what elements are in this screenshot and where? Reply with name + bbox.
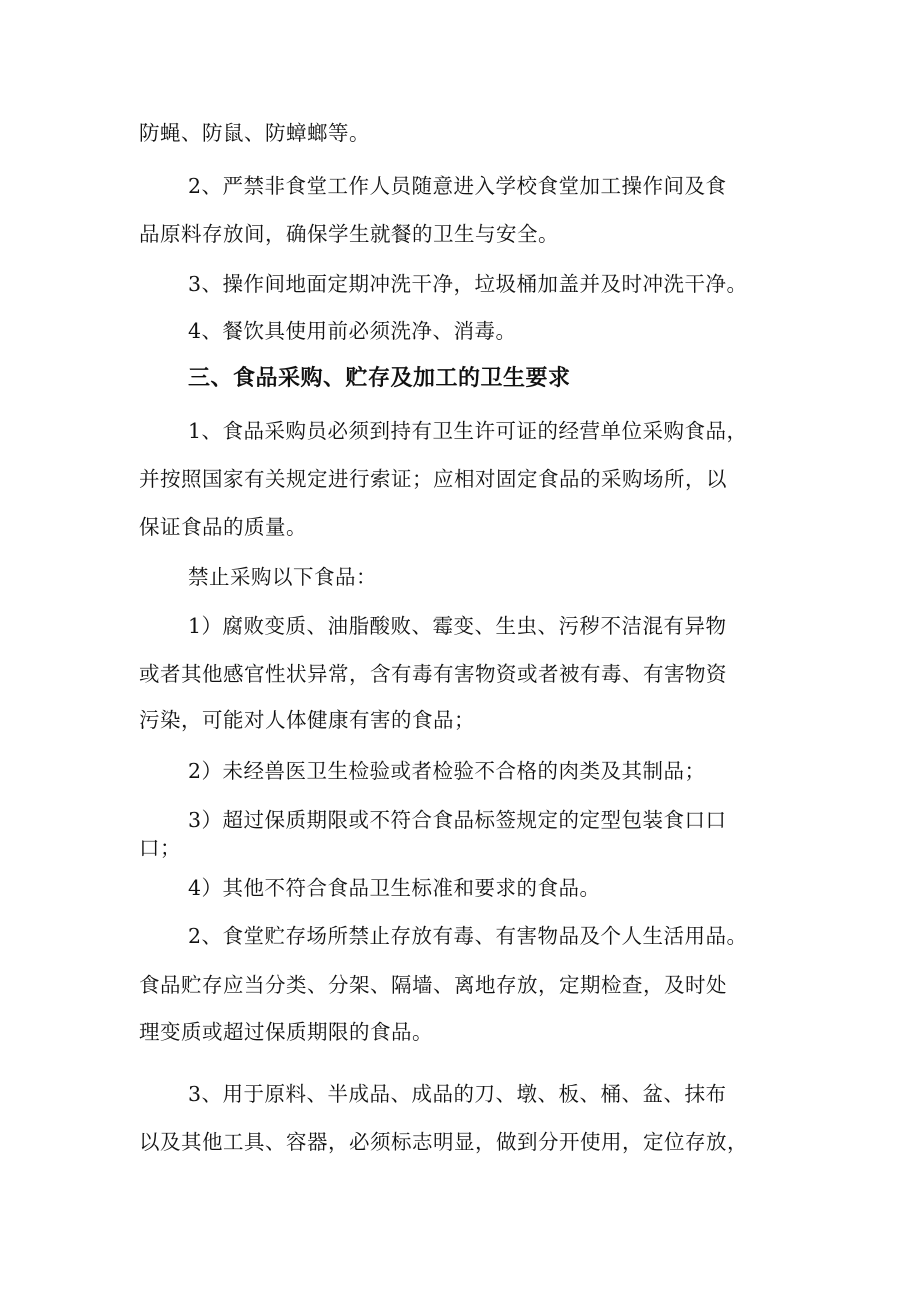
text-line: 食品贮存应当分类、分架、隔墙、离地存放，定期检查，及时处: [139, 973, 727, 997]
text-line: 品原料存放间，确保学生就餐的卫生与安全。: [139, 222, 559, 246]
text-line: 4）其他不符合食品卫生标准和要求的食品。: [188, 876, 601, 900]
text-line: 3、操作间地面定期冲洗干净，垃圾桶加盖并及时冲洗干净。: [188, 272, 748, 296]
text-line: 2、食堂贮存场所禁止存放有毒、有害物品及个人生活用品。: [188, 924, 748, 948]
text-line: 理变质或超过保质期限的食品。: [139, 1020, 433, 1044]
text-line: 2、严禁非食堂工作人员随意进入学校食堂加工操作间及食: [188, 174, 727, 198]
text-line: 或者其他感官性状异常，含有毒有害物资或者被有毒、有害物资: [139, 662, 727, 686]
text-line: 2）未经兽医卫生检验或者检验不合格的肉类及其制品；: [188, 759, 706, 783]
text-line: 并按照国家有关规定进行索证；应相对固定食品的采购场所，以: [139, 467, 727, 491]
text-line: 保证食品的质量。: [139, 515, 307, 539]
text-line: 口；: [139, 836, 181, 860]
text-line: 污染，可能对人体健康有害的食品；: [139, 708, 475, 732]
text-line: 1）腐败变质、油脂酸败、霉变、生虫、污秽不洁混有异物: [188, 614, 727, 638]
text-line: 4、餐饮具使用前必须洗净、消毒。: [188, 319, 517, 343]
text-line: 3、用于原料、半成品、成品的刀、墩、板、桶、盆、抹布: [188, 1082, 727, 1106]
text-line: 禁止采购以下食品：: [188, 565, 377, 589]
text-line: 防蝇、防鼠、防蟑螂等。: [139, 121, 370, 145]
section-heading: 三、食品采购、贮存及加工的卫生要求: [188, 366, 571, 391]
text-line: 1、食品采购员必须到持有卫生许可证的经营单位采购食品，: [188, 419, 748, 443]
text-line: 以及其他工具、容器，必须标志明显，做到分开使用，定位存放，: [139, 1130, 748, 1154]
text-line: 3）超过保质期限或不符合食品标签规定的定型包装食口口: [188, 808, 727, 832]
